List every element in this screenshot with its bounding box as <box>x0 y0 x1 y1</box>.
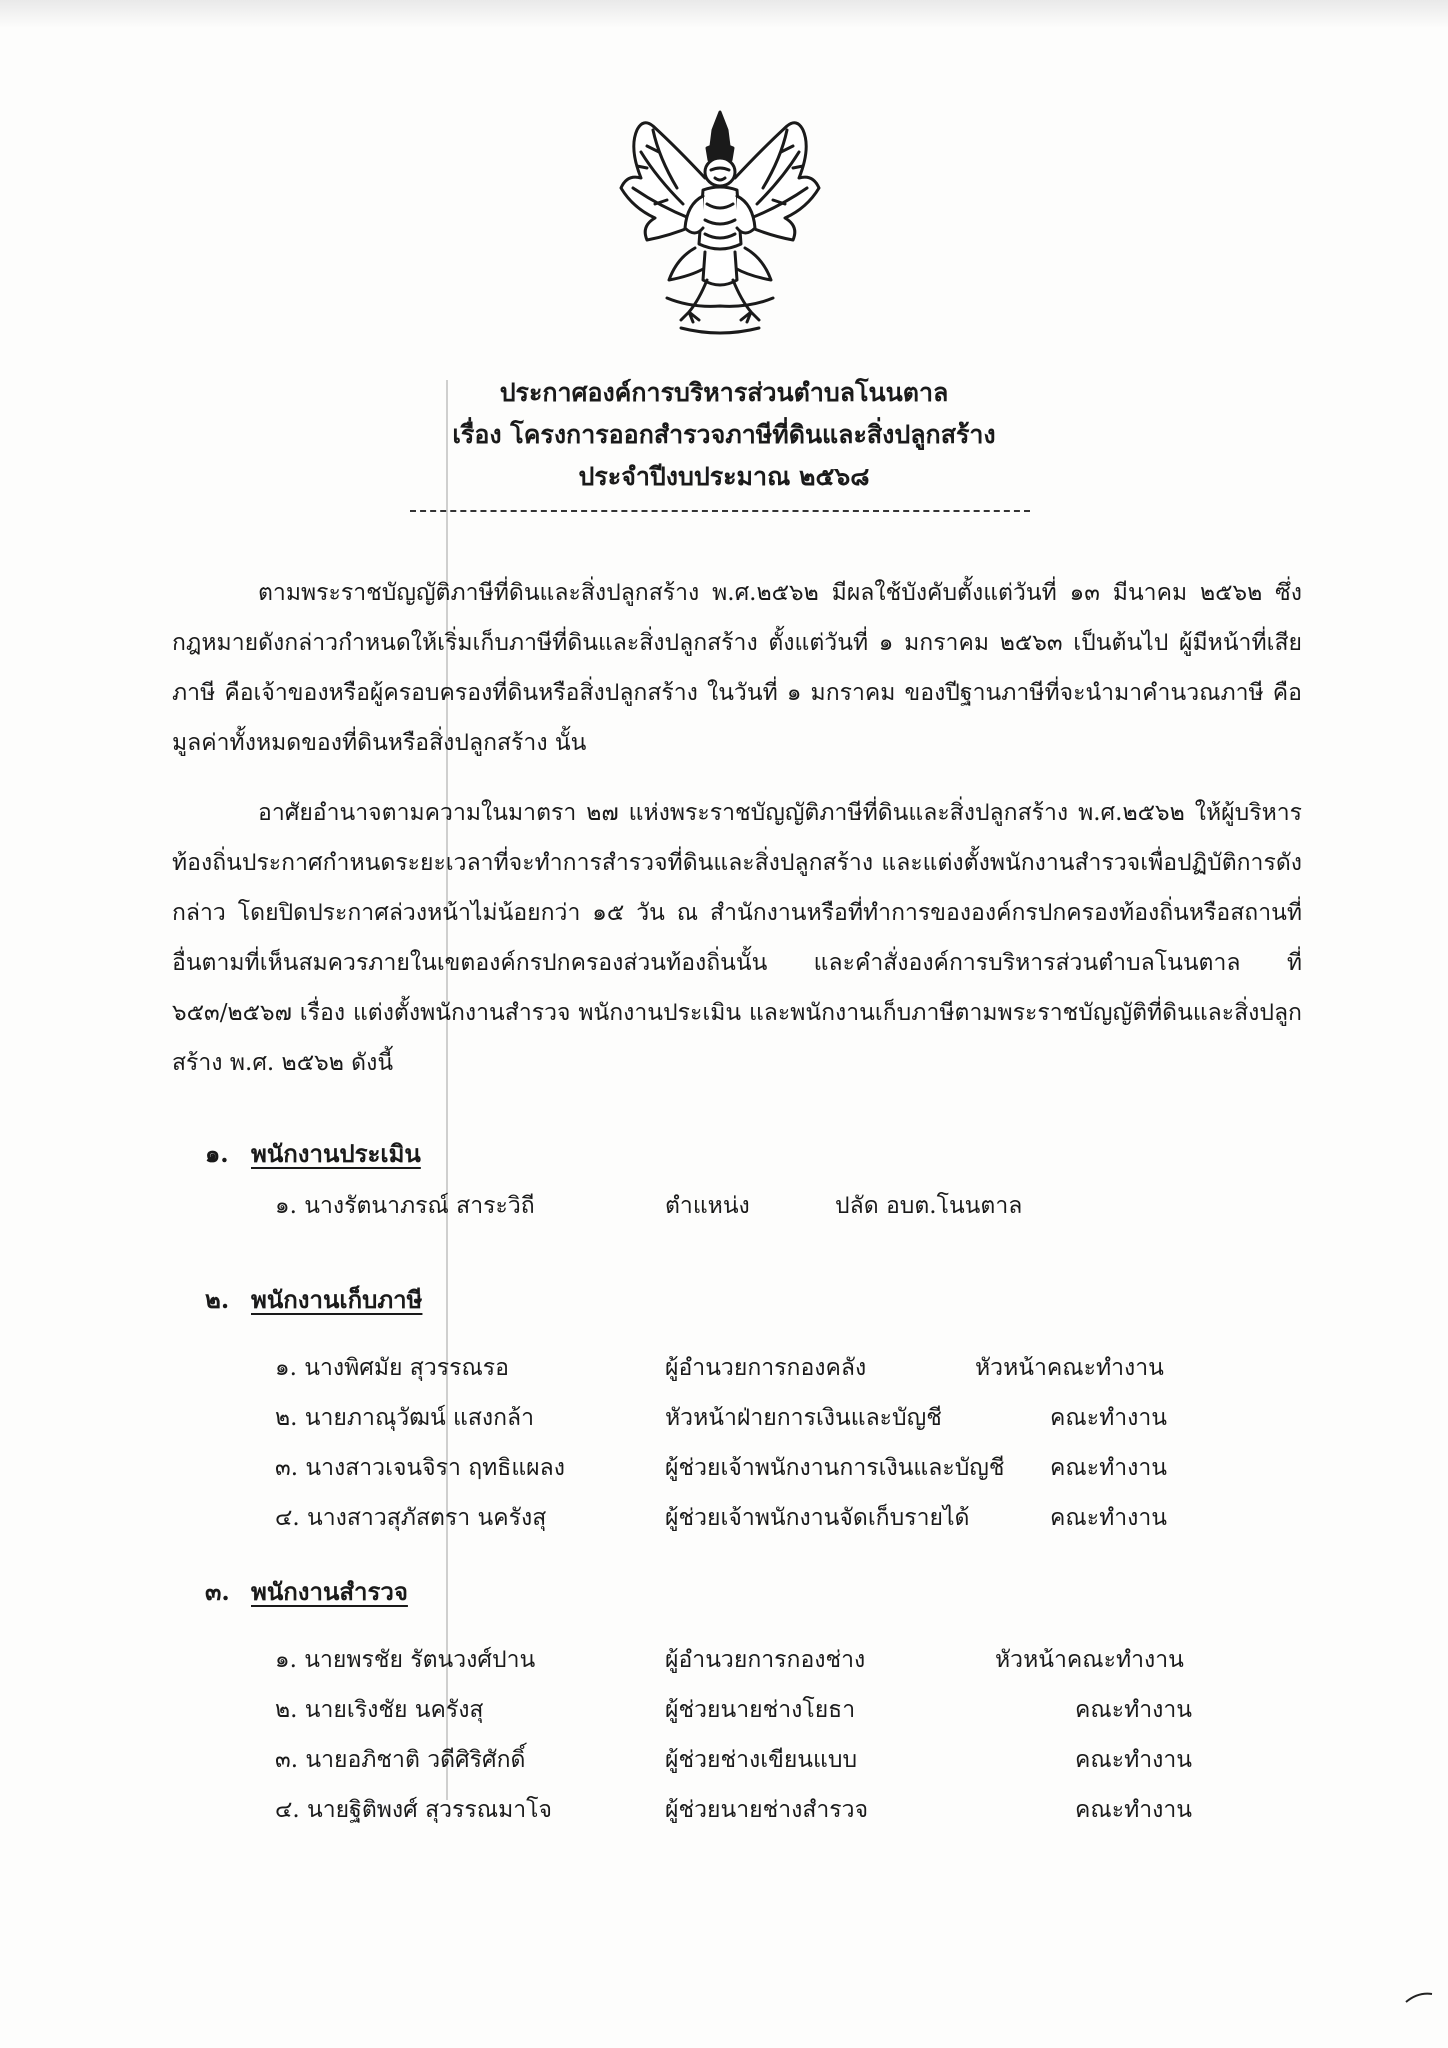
scan-corner-mark <box>1404 1990 1434 2004</box>
member-role: คณะทำงาน <box>1050 1505 1168 1531</box>
section-label: พนักงานประเมิน <box>251 1139 421 1168</box>
announcement-title <box>300 372 1148 498</box>
member-row <box>275 1188 1255 1228</box>
member-role: หัวหน้าคณะทำงาน <box>975 1355 1164 1381</box>
member-position: ผู้ช่วยนายช่างโยธา <box>665 1697 856 1723</box>
member-row <box>275 1400 1255 1440</box>
section-number: ๒. <box>205 1285 230 1314</box>
member-row <box>275 1792 1255 1832</box>
section-number: ๑. <box>205 1139 229 1168</box>
member-row <box>275 1642 1255 1682</box>
paragraph-authority: อาศัยอำนาจตามความในมาตรา ๒๗ แห่งพระราชบัญญัติภาษีที่ดินและสิ่งปลูกสร้าง พ.ศ.๒๕๖๒ ให้ผู้บริหารท้องถิ่นประกาศกำหนดระยะเวลาที่จะทำการสำรวจที่ดินและสิ่งปลูกสร้าง และแต่งตั้งพนักงานสำรวจเพื่อปฏิบัติการดังกล่าว โดยปิดประกาศล่วงหน้าไม่น้อยกว่า ๑๕ วัน ณ สำนักงานหรือที่ทำการขององค์กรปกครองท้องถิ่นหรือสถานที่อื่นตามที่เห็นสมควรภายในเขตองค์กรปกครองส่วนท้องถิ่นนั้น และคำสั่งองค์การบริหารส่วนตำบลโนนตาล ที่ ๖๕๓/๒๕๖๗ เรื่อง แต่งตั้งพนักงานสำรวจ พนักงานประเมิน และพนักงานเก็บภาษีตามพระราชบัญญัติที่ดินและสิ่งปลูกสร้าง พ.ศ. ๒๕๖๒ ดังนี้ <box>172 800 1302 1076</box>
member-position: ผู้อำนวยการกองช่าง <box>665 1647 866 1673</box>
member-role: คณะทำงาน <box>1075 1747 1193 1773</box>
member-name: ๔. นางสาวสุภัสตรา นครังสุ <box>275 1505 547 1531</box>
member-role: คณะทำงาน <box>1050 1405 1168 1431</box>
member-row <box>275 1500 1255 1540</box>
member-position: ผู้ช่วยช่างเขียนแบบ <box>665 1747 858 1773</box>
member-row <box>275 1350 1255 1390</box>
member-row <box>275 1692 1255 1732</box>
member-name: ๓. นางสาวเจนจิรา ฤทธิแผลง <box>275 1455 565 1481</box>
member-role: คณะทำงาน <box>1075 1797 1193 1823</box>
member-role: คณะทำงาน <box>1050 1455 1168 1481</box>
member-role: คณะทำงาน <box>1075 1697 1193 1723</box>
section-heading-assessors <box>205 1134 421 1173</box>
member-position: ผู้ช่วยเจ้าพนักงานจัดเก็บรายได้ <box>665 1505 970 1531</box>
member-position: ผู้ช่วยนายช่างสำรวจ <box>665 1797 869 1823</box>
section-number: ๓. <box>205 1577 230 1606</box>
member-row <box>275 1742 1255 1782</box>
title-line-agency: ประกาศองค์การบริหารส่วนตำบลโนนตาล <box>499 378 949 407</box>
garuda-emblem-icon <box>607 108 833 338</box>
member-position: ผู้ช่วยเจ้าพนักงานการเงินและบัญชี <box>665 1455 1005 1481</box>
member-role: หัวหน้าคณะทำงาน <box>995 1647 1184 1673</box>
paragraph-legal-basis: ตามพระราชบัญญัติภาษีที่ดินและสิ่งปลูกสร้าง พ.ศ.๒๕๖๒ มีผลใช้บังคับตั้งแต่วันที่ ๑๓ มีนาคม ๒๕๖๒ ซึ่งกฎหมายดังกล่าวกำหนดให้เริ่มเก็บภาษีที่ดินและสิ่งปลูกสร้าง ตั้งแต่วันที่ ๑ มกราคม ๒๕๖๓ เป็นต้นไป ผู้มีหน้าที่เสียภาษี คือเจ้าของหรือผู้ครอบครองที่ดินหรือสิ่งปลูกสร้าง ในวันที่ ๑ มกราคม ของปีฐานภาษีที่จะนำมาคำนวณภาษี คือมูลค่าทั้งหมดของที่ดินหรือสิ่งปลูกสร้าง นั้น <box>172 580 1302 756</box>
section-heading-surveyors <box>205 1572 408 1611</box>
section-heading-tax-collectors <box>205 1280 422 1319</box>
scan-top-edge <box>0 0 1448 28</box>
member-name: ๑. นางรัตนาภรณ์ สาระวิถี <box>275 1193 535 1219</box>
title-divider <box>410 510 1030 512</box>
section-label: พนักงานเก็บภาษี <box>251 1285 423 1314</box>
member-name: ๒. นายภาณุวัฒน์ แสงกล้า <box>275 1405 535 1431</box>
section-label: พนักงานสำรวจ <box>251 1577 408 1606</box>
member-name: ๑. นายพรชัย รัตนวงศ์ปาน <box>275 1647 536 1673</box>
title-line-fiscal-year: ประจำปีงบประมาณ ๒๕๖๘ <box>578 462 870 491</box>
member-name: ๒. นายเริงชัย นครังสุ <box>275 1697 484 1723</box>
member-name: ๔. นายฐิติพงศ์ สุวรรณมาโจ <box>275 1797 552 1823</box>
title-line-subject: เรื่อง โครงการออกสำรวจภาษีที่ดินและสิ่งปลูกสร้าง <box>452 420 996 449</box>
member-position: ตำแหน่ง <box>665 1193 750 1219</box>
member-name: ๓. นายอภิชาติ วดีศิริศักดิ์ <box>275 1747 526 1773</box>
member-position: หัวหน้าฝ่ายการเงินและบัญชี <box>665 1405 942 1431</box>
member-name: ๑. นางพิศมัย สุวรรณรอ <box>275 1355 509 1381</box>
member-role: ปลัด อบต.โนนตาล <box>835 1193 1023 1219</box>
member-row <box>275 1450 1255 1490</box>
member-position: ผู้อำนวยการกองคลัง <box>665 1355 867 1381</box>
